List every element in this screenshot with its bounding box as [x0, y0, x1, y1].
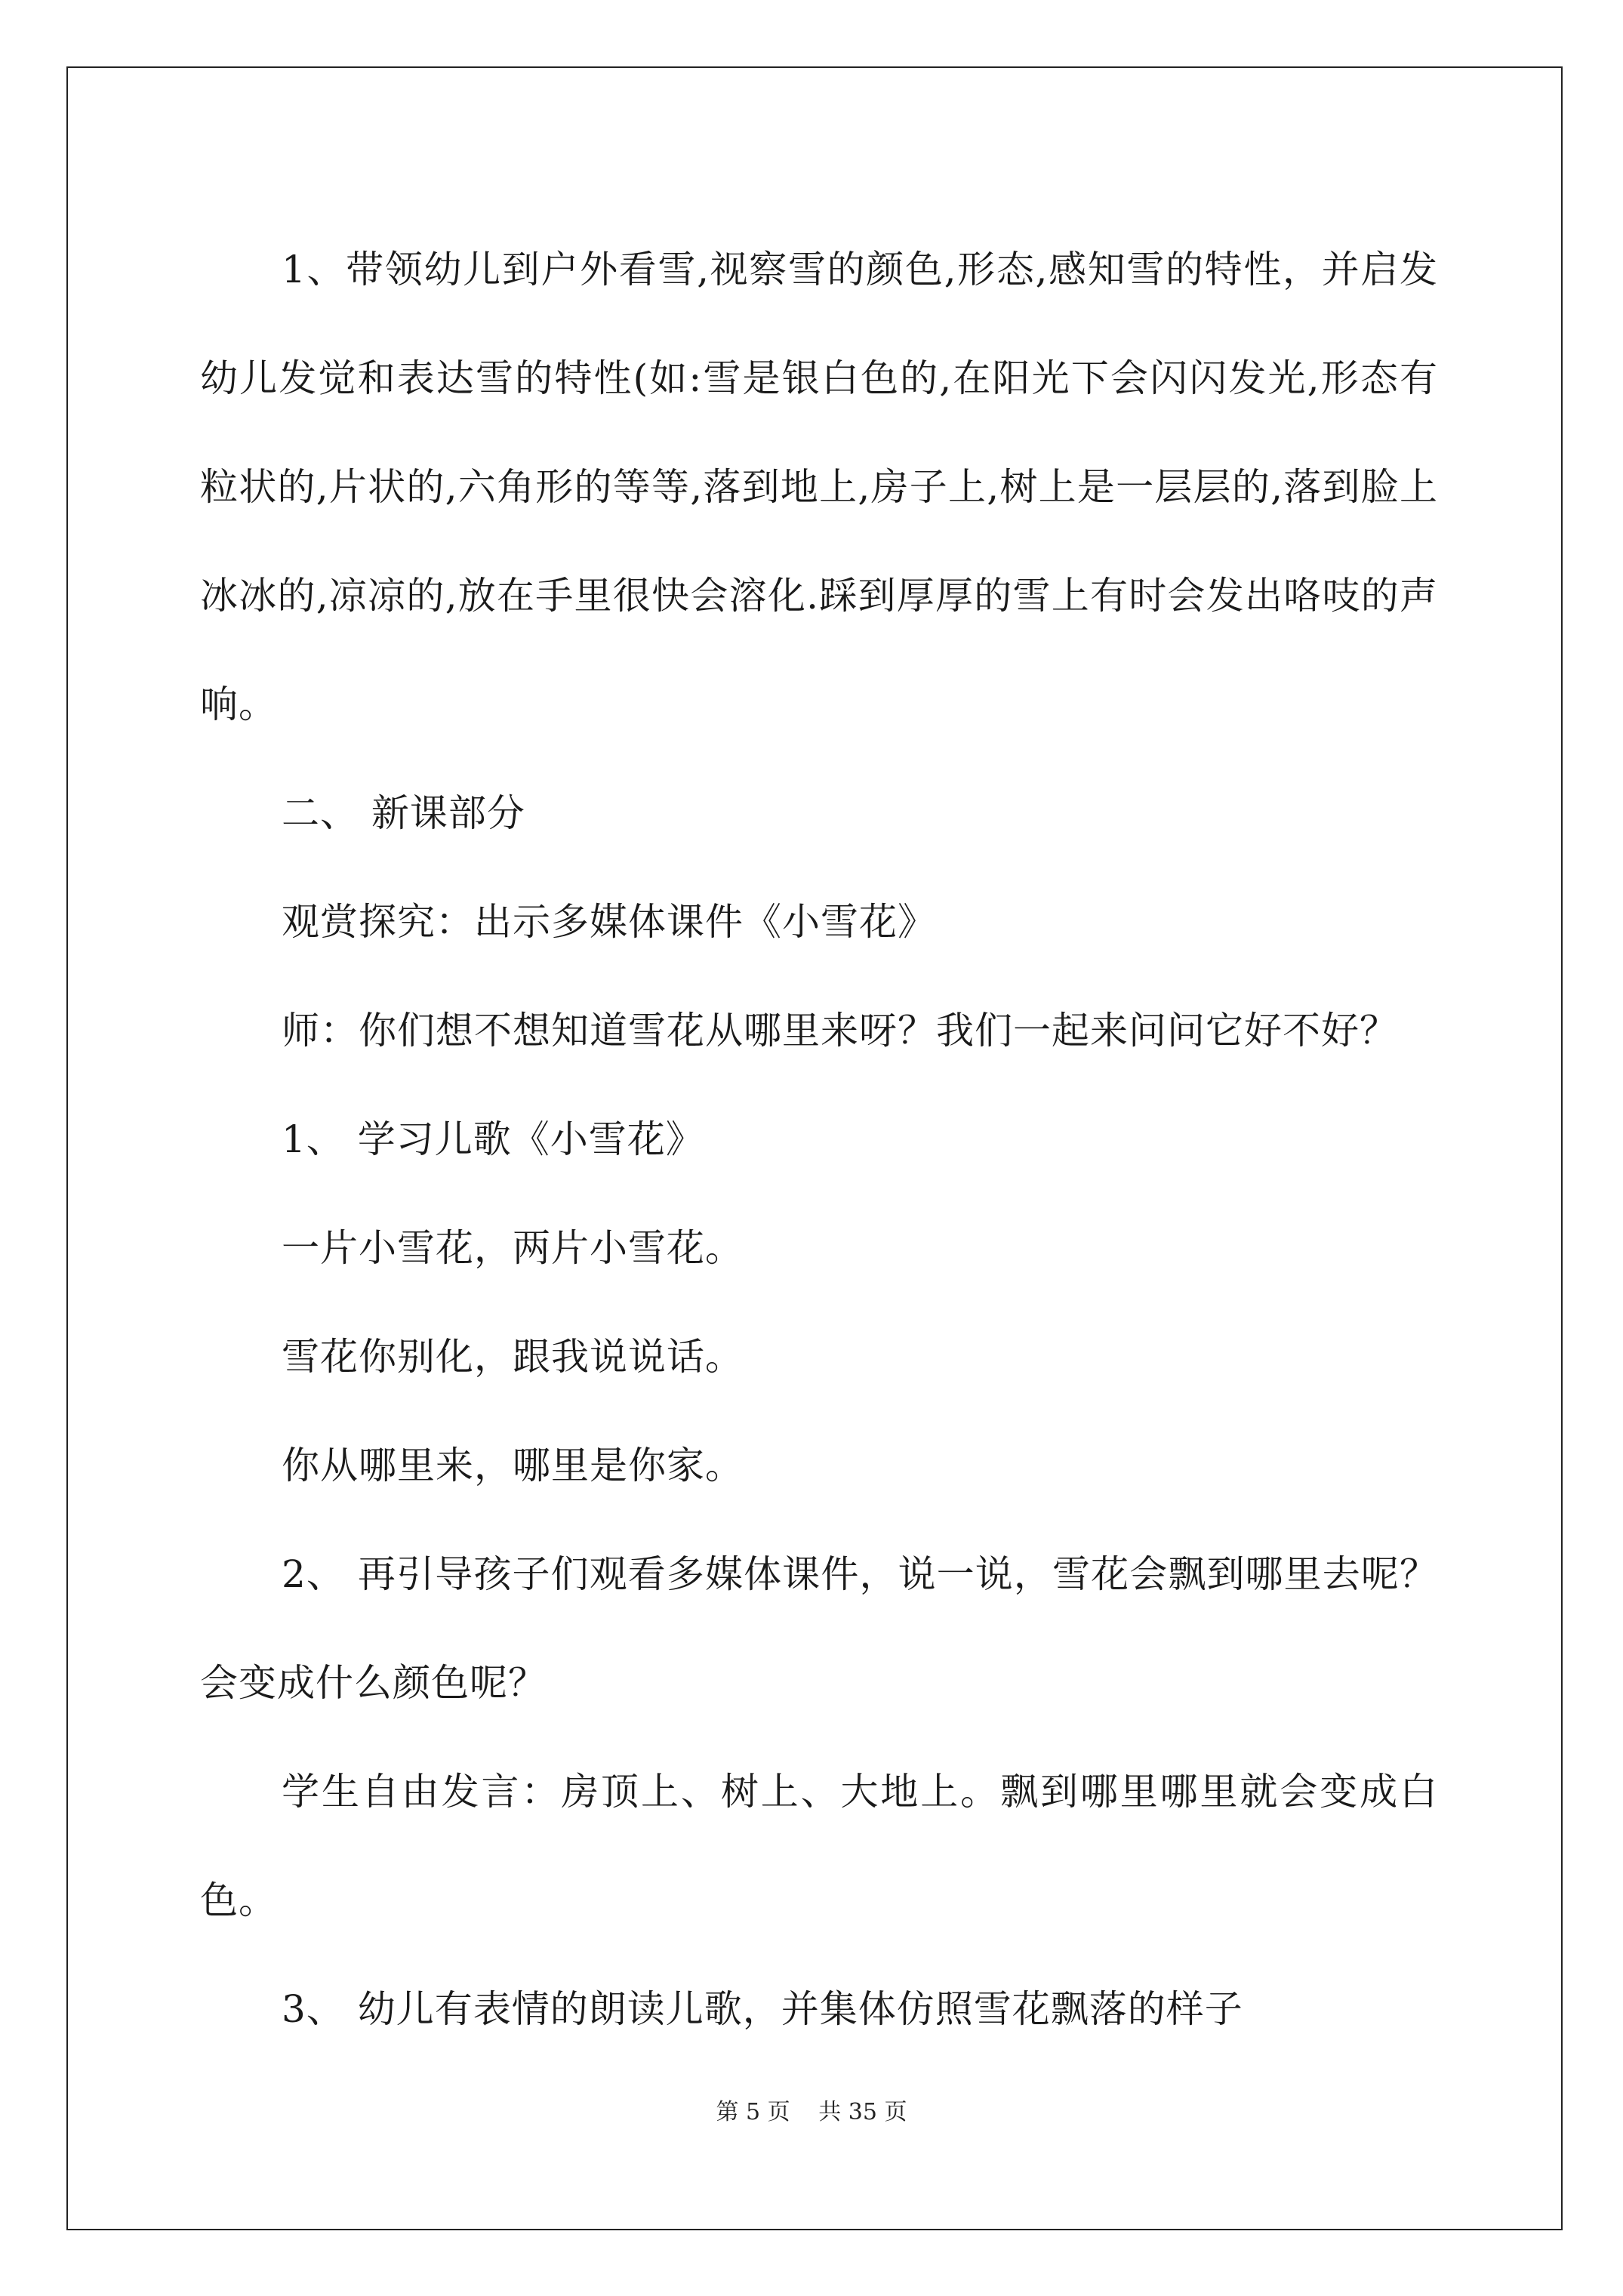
page-footer	[0, 2097, 1623, 2128]
document-body	[200, 215, 1438, 2063]
paragraph-watch-courseware: 2、 再引导孩子们观看多媒体课件，说一说，雪花会飘到哪里去呢？会变成什么颜色呢？	[200, 1552, 1438, 1705]
page-total: 共 35 页	[818, 2099, 907, 2125]
paragraph-appreciate-explore: 观赏探究：出示多媒体课件《小雪花》	[282, 900, 936, 944]
paragraph-student-speech: 学生自由发言：房顶上、树上、大地上。飘到哪里哪里就会变成白色。	[200, 1770, 1438, 1922]
section-heading-new-lesson: 二、 新课部分	[282, 791, 525, 835]
rhyme-line-2: 雪花你别化，跟我说说话。	[282, 1335, 744, 1379]
paragraph-teacher-question: 师：你们想不想知道雪花从哪里来呀？我们一起来问问它好不好？	[282, 1009, 1398, 1052]
rhyme-line-1: 一片小雪花，两片小雪花。	[282, 1226, 744, 1270]
rhyme-line-3: 你从哪里来，哪里是你家。	[282, 1444, 744, 1487]
page-number: 第 5 页	[716, 2099, 790, 2125]
paragraph-learn-rhyme: 1、 学习儿歌《小雪花》	[282, 1117, 704, 1161]
paragraph-observe-snow: 1、带领幼儿到户外看雪,视察雪的颜色,形态,感知雪的特性，并启发幼儿发觉和表达雪的特性(如:雪是银白色的,在阳光下会闪闪发光,形态有粒状的,片状的,六角形的等等,落到地上,房子上,树上是一层层的,落到脸上冰冰的,凉凉的,放在手里很快会溶化.踩到厚厚的雪上有时会发出咯吱的声响。	[200, 248, 1438, 726]
paragraph-read-rhyme: 3、 幼儿有表情的朗读儿歌，并集体仿照雪花飘落的样子	[282, 1987, 1243, 2031]
